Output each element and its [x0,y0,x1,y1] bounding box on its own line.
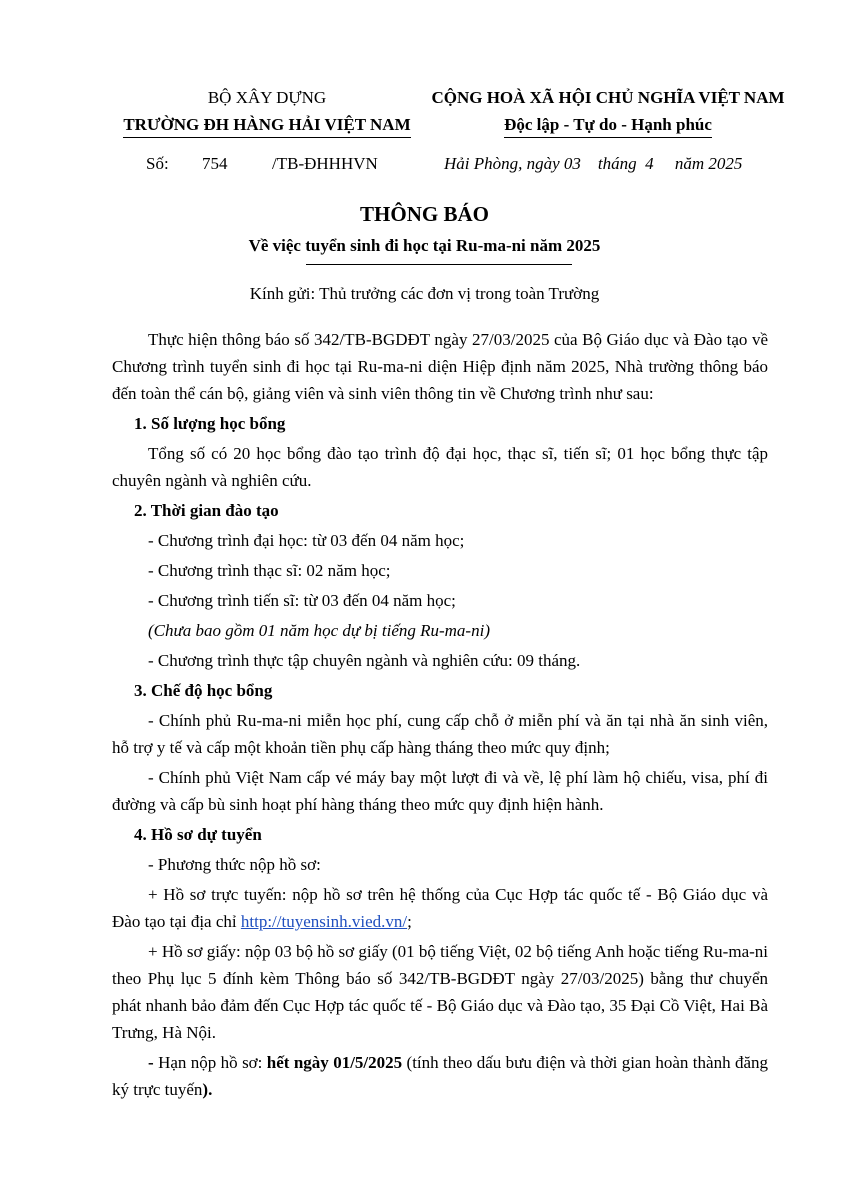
list-item: - Chương trình thạc sĩ: 02 năm học; [148,561,391,580]
section-heading: 2. Thời gian đào tạo [134,501,279,520]
deadline-date: hết ngày 01/5/2025 [266,1053,403,1072]
issuer-block [112,84,422,138]
deadline-paragraph [112,1049,768,1103]
online-text: + Hồ sơ trực tuyến: nộp hồ sơ trên hệ thống của Cục Hợp tác quốc tế - Bộ Giáo dục và Đào tạo tại địa chỉ [112,885,768,931]
online-submission [112,881,768,935]
list-item: - Chính phủ Ru-ma-ni miễn học phí, cung cấp chỗ ở miễn phí và ăn tại nhà ăn sinh viên, hỗ trợ y tế và cấp một khoản tiền phụ cấp hàng tháng theo mức quy định; [112,711,768,757]
registration-link[interactable]: http://tuyensinh.vied.vn/ [240,912,408,931]
place-date: Hải Phòng, ngày 03 tháng 4 năm 2025 [444,154,743,173]
section-heading: 3. Chế độ học bổng [134,681,273,700]
deadline-end: ). [202,1080,213,1099]
list-item: - Chương trình đại học: từ 03 đến 04 năm học; [148,531,465,550]
document-title: THÔNG BÁO [360,202,489,226]
section-heading: 4. Hồ sơ dự tuyển [134,825,262,844]
doc-number-label: Số: [146,154,169,173]
intro-paragraph: Thực hiện thông báo số 342/TB-BGDĐT ngày 27/03/2025 của Bộ Giáo dục và Đào tạo về Chương trình tuyển sinh đi học tại Ru-ma-ni diện Hiệp định năm 2025, Nhà trường thông báo đến toàn thể cán bộ, giảng viên và sinh viên thông tin về Chương trình như sau: [112,330,768,403]
country-name: CỘNG HOÀ XÃ HỘI CHỦ NGHĨA VIỆT NAM [431,88,785,107]
deadline-detail: (tính theo dấu bưu điện và thời gian hoàn thành đăng ký trực tuyến [112,1053,769,1099]
list-item: - Chương trình thực tập chuyên ngành và nghiên cứu: 09 tháng. [148,651,581,670]
ministry-name: BỘ XÂY DỰNG [207,88,327,107]
online-suffix: ; [407,912,412,931]
list-item: - Phương thức nộp hồ sơ: [148,855,321,874]
deadline-label: Hạn nộp hồ sơ: [158,1053,267,1072]
list-item: - Chương trình tiến sĩ: từ 03 đến 04 năm học; [148,591,456,610]
deadline-dash: - [148,1053,159,1072]
document-subtitle: Về việc tuyển sinh đi học tại Ru-ma-ni năm 2025 [248,236,601,255]
doc-number: 754 [202,154,228,173]
document-body [112,326,768,1106]
recipient-line: Kính gửi: Thủ trưởng các đơn vị trong toàn Trường [249,284,600,303]
school-name: TRƯỜNG ĐH HÀNG HẢI VIỆT NAM [123,114,410,138]
section-heading: 1. Số lượng học bổng [134,414,286,433]
note-text: (Chưa bao gồm 01 năm học dự bị tiếng Ru-ma-ni) [148,621,490,640]
paper-submission: + Hồ sơ giấy: nộp 03 bộ hồ sơ giấy (01 bộ tiếng Việt, 02 bộ tiếng Anh hoặc tiếng Ru-ma-ni theo Phụ lục 5 đính kèm Thông báo số 342/TB-BGDĐT ngày 27/03/2025) bằng thư chuyển phát nhanh bảo đảm đến Cục Hợp tác quốc tế - Bộ Giáo dục và Đào tạo, 35 Đại Cồ Việt, Hai Bà Trưng, Hà Nội. [112,942,768,1042]
doc-number-suffix: /TB-ĐHHHVN [272,154,378,173]
subtitle-divider [306,264,572,265]
national-motto: Độc lập - Tự do - Hạnh phúc [504,114,712,138]
national-header [420,84,796,138]
section-paragraph: Tổng số có 20 học bổng đào tạo trình độ đại học, thạc sĩ, tiến sĩ; 01 học bổng thực tập chuyên ngành và nghiên cứu. [112,444,768,490]
list-item: - Chính phủ Việt Nam cấp vé máy bay một lượt đi và về, lệ phí làm hộ chiếu, visa, phí đi đường và cấp bù sinh hoạt phí hàng tháng theo mức quy định hiện hành. [112,768,768,814]
